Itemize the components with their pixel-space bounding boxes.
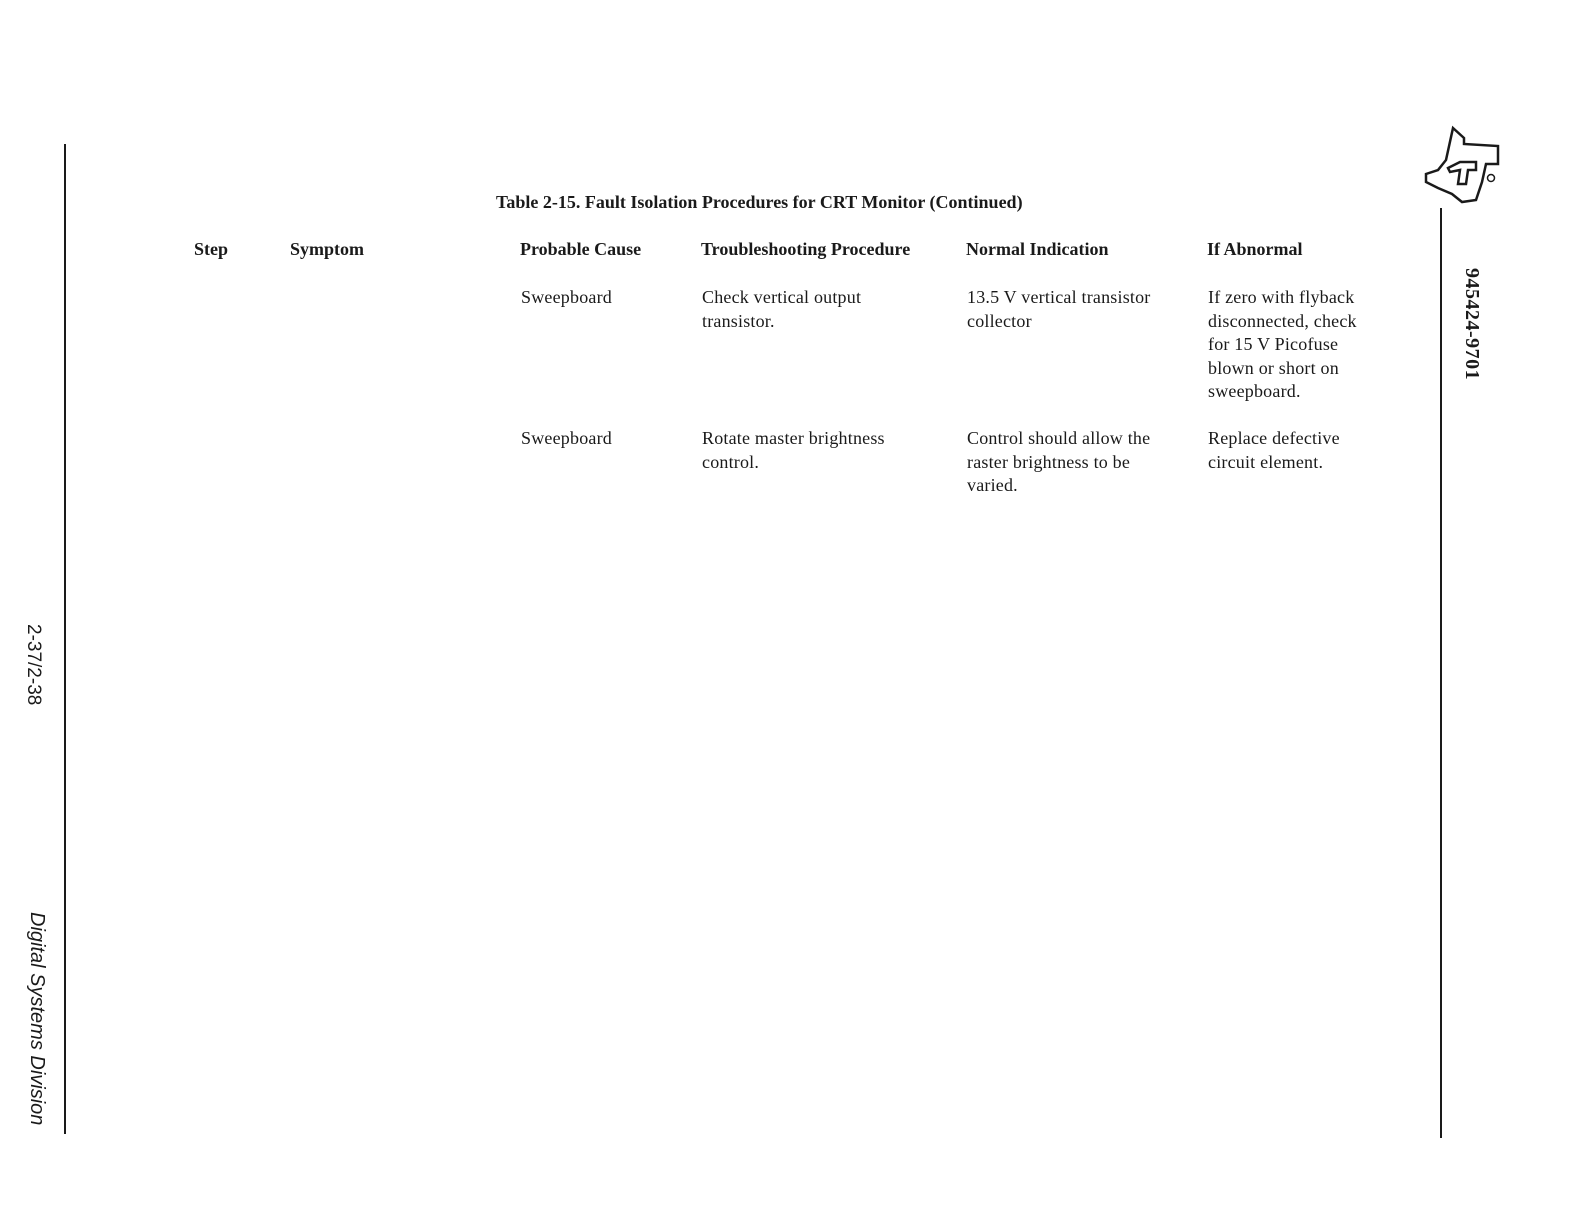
column-header-if-abnormal: If Abnormal bbox=[1207, 239, 1303, 259]
right-margin-rule bbox=[1440, 208, 1442, 1138]
texas-instruments-logo-icon bbox=[1420, 124, 1502, 213]
row-1-procedure: Check vertical output transistor. bbox=[702, 287, 862, 331]
column-header-symptom: Symptom bbox=[290, 239, 365, 259]
document-number: 945424-9701 bbox=[1461, 268, 1483, 381]
row-2-normal-indication: Control should allow the raster brightness to be varied. bbox=[967, 428, 1151, 495]
column-header-procedure: Troubleshooting Procedure bbox=[701, 239, 911, 259]
page-number: 2-37/2-38 bbox=[23, 624, 44, 706]
table-title: Table 2-15. Fault Isolation Procedures for CRT Monitor (Continued) bbox=[496, 192, 1023, 212]
row-1-probable-cause: Sweepboard bbox=[521, 287, 612, 307]
column-header-normal-indication: Normal Indication bbox=[966, 239, 1109, 259]
row-2-if-abnormal: Replace defective circuit element. bbox=[1208, 428, 1340, 472]
division-name: Digital Systems Division bbox=[26, 912, 48, 1126]
left-margin-rule bbox=[64, 144, 66, 1134]
row-1-if-abnormal: If zero with flyback disconnected, check for 15 V Picofuse blown or short on sweepboard. bbox=[1208, 287, 1357, 401]
row-2-procedure: Rotate master brightness control. bbox=[702, 428, 885, 472]
column-header-step: Step bbox=[194, 239, 229, 259]
row-1-normal-indication: 13.5 V vertical transistor collector bbox=[967, 287, 1151, 331]
column-header-probable-cause: Probable Cause bbox=[520, 239, 642, 259]
row-2-probable-cause: Sweepboard bbox=[521, 428, 612, 448]
